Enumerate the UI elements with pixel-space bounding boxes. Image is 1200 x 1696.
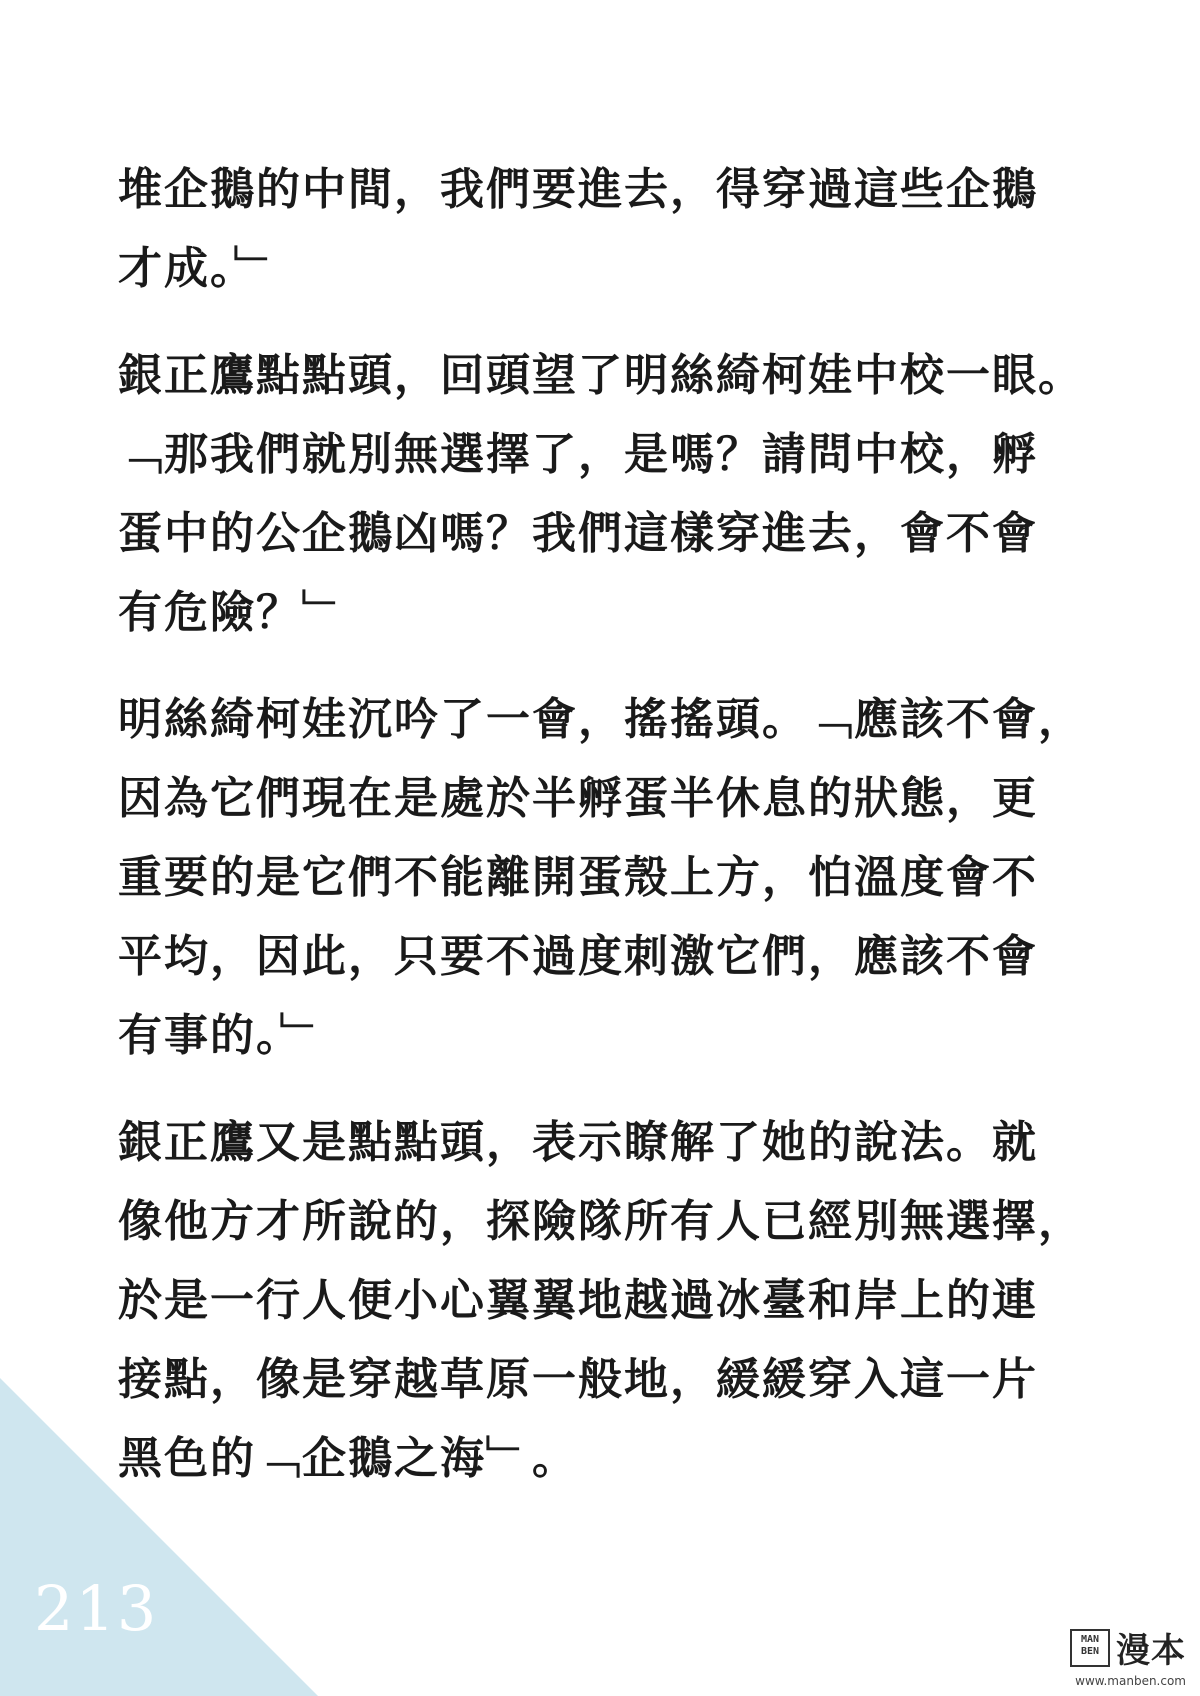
text-line: 因為它們現在是處於半孵蛋半休息的狀態，更 bbox=[118, 773, 1038, 824]
watermark bbox=[1046, 1623, 1186, 1688]
text-line: 接點，像是穿越草原一般地，緩緩穿入這一片 bbox=[118, 1354, 1038, 1405]
text-line: 銀正鷹點點頭，回頭望了明絲綺柯娃中校一眼。 bbox=[118, 350, 1084, 401]
manben-logo-icon: MAN BEN bbox=[1070, 1629, 1110, 1667]
paragraph-1 bbox=[118, 150, 1088, 308]
text-line: 堆企鵝的中間，我們要進去，得穿過這些企鵝 bbox=[118, 164, 1038, 215]
text-line: 平均，因此，只要不過度刺激它們，應該不會 bbox=[118, 931, 1038, 982]
paragraph-3 bbox=[118, 680, 1088, 1075]
body-text bbox=[118, 150, 1088, 1526]
text-line: 明絲綺柯娃沉吟了一會，搖搖頭。﹁應該不會， bbox=[118, 694, 1084, 745]
watermark-logo bbox=[1046, 1623, 1186, 1672]
corner-accent-triangle bbox=[0, 1378, 318, 1696]
text-line: 像他方才所說的，探險隊所有人已經別無選擇， bbox=[118, 1196, 1084, 1247]
text-line: 重要的是它們不能離開蛋殼上方，怕溫度會不 bbox=[118, 852, 1038, 903]
paragraph-2 bbox=[118, 336, 1088, 652]
text-line: 有危險？﹂ bbox=[118, 587, 348, 638]
text-line: 銀正鷹又是點點頭，表示瞭解了她的說法。就 bbox=[118, 1117, 1038, 1168]
text-line: 才成。﹂ bbox=[118, 243, 280, 294]
watermark-url: www.manben.com bbox=[1075, 1674, 1186, 1688]
text-line: ﹁那我們就別無選擇了，是嗎？請問中校，孵 bbox=[118, 429, 1038, 480]
text-line: 有事的。﹂ bbox=[118, 1010, 326, 1061]
page-number: 213 bbox=[34, 1572, 159, 1645]
text-line: 黑色的﹁企鵝之海﹂。 bbox=[118, 1433, 578, 1484]
watermark-brand: 漫本 bbox=[1116, 1631, 1186, 1671]
text-line: 蛋中的公企鵝凶嗎？我們這樣穿進去，會不會 bbox=[118, 508, 1038, 559]
text-line: 於是一行人便小心翼翼地越過冰臺和岸上的連 bbox=[118, 1275, 1038, 1326]
